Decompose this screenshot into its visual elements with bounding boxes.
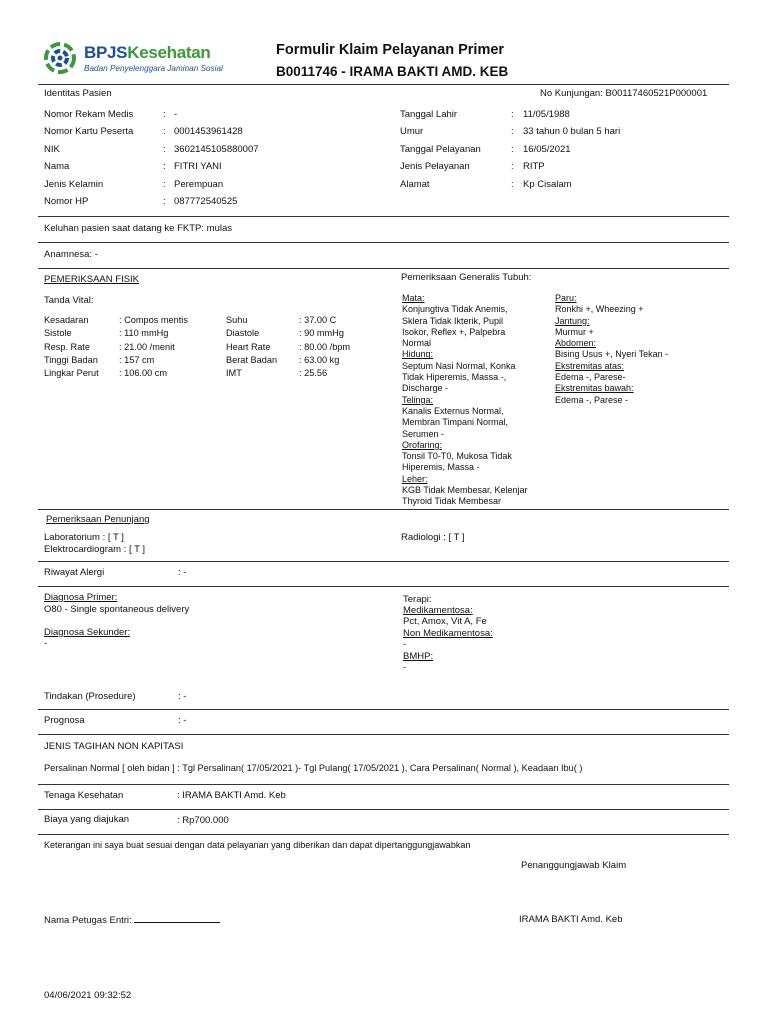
allergy-value: : - (178, 567, 187, 578)
divider (38, 216, 729, 217)
field-label: Nomor HP (44, 196, 89, 207)
logo-brand-b: Kesehatan (127, 43, 211, 62)
bmhp-value: - (403, 662, 407, 673)
divider (38, 734, 729, 735)
logo-subtitle: Badan Penyelenggara Jaminan Sosial (84, 64, 223, 73)
field-label: Nama (44, 161, 70, 173)
prognosis-label: Prognosa (44, 715, 85, 726)
divider (38, 809, 729, 810)
responsible-label: Penanggungjawab Klaim (521, 860, 627, 871)
secondary-diagnosis-value: - (44, 638, 48, 649)
field-value: FITRI YANI (174, 161, 222, 173)
medication-label: Medikamentosa: (403, 605, 473, 616)
exam-finding: Normal (402, 338, 432, 349)
general-exam-column-2 (555, 293, 668, 406)
exam-finding: Hiperemis, Massa - (402, 462, 480, 473)
field-value: RITP (523, 161, 545, 173)
exam-finding: Edema -, Parese - (555, 394, 629, 405)
vital-label: Resp. Rate (44, 341, 90, 352)
exam-finding: Konjungtiva Tidak Anemis, (402, 304, 508, 315)
exam-finding: Tidak Hiperemis, Massa -, (402, 372, 507, 383)
general-exam-label: Pemeriksaan Generalis Tubuh: (401, 272, 532, 283)
vital-value: : 110 mmHg (119, 328, 169, 339)
bpjs-logo-icon (44, 42, 76, 74)
entry-officer (44, 914, 220, 926)
visit-number: No Kunjungan: B00117460521P000001 (540, 88, 708, 99)
field-label: NIK (44, 143, 60, 155)
exam-finding: Serumen - (402, 428, 445, 439)
exam-finding: Tonsil T0-T0, Mukosa Tidak (402, 451, 512, 462)
vital-value: : 37.00 C (299, 315, 337, 325)
vital-value: : 80.00 /bpm (299, 341, 351, 352)
vital-label: Suhu (226, 315, 248, 325)
field-value: - (174, 109, 178, 120)
divider (38, 561, 729, 562)
cost-value: : Rp700.000 (177, 815, 229, 826)
general-exam-column-1 (402, 293, 528, 508)
secondary-diagnosis-label: Diagnosa Sekunder: (44, 627, 131, 638)
exam-finding: Kanalis Externus Normal, (402, 405, 504, 416)
field-separator: : (163, 109, 166, 120)
exam-category-label: Paru: (555, 293, 577, 303)
allergy-label: Riwayat Alergi (44, 567, 105, 578)
exam-finding: KGB Tidak Membesar, Kelenjar (402, 485, 528, 496)
divider (38, 834, 729, 835)
vital-value: : 63.00 kg (299, 354, 340, 365)
exam-finding: Sklera Tidak Ikterik, Pupil (402, 315, 504, 326)
support-heading: Pemeriksaan Penunjang (46, 514, 150, 525)
divider (38, 268, 729, 269)
field-label: Umur (400, 126, 424, 138)
field-separator: : (511, 126, 514, 138)
statement-text: Keterangan ini saya buat sesuai dengan data pelayanan yang diberikan dan dapat dipertanggungjawabkan (44, 840, 471, 850)
exam-finding: Murmur + (555, 326, 594, 337)
printed-timestamp: 04/06/2021 09:32:52 (44, 990, 132, 1001)
vital-label: Lingkar Perut (44, 368, 99, 379)
exam-category-label: Telinga: (402, 394, 434, 405)
laboratory-result: Laboratorium : [ T ] (44, 532, 124, 543)
divider (38, 84, 729, 85)
exam-category-label: Jantung: (555, 315, 590, 326)
exam-finding: Thyroid Tidak Membesar (402, 496, 502, 507)
complaint-text: Keluhan pasien saat datang ke FKTP: mulas (44, 223, 233, 234)
vital-label: Tinggi Badan (44, 354, 98, 365)
exam-finding: Bising Usus +, Nyeri Tekan - (555, 349, 669, 360)
logo-brand-a: BPJS (84, 43, 128, 62)
medication-value: Pct, Amox, Vit A, Fe (403, 616, 487, 627)
ekg-result: Elektrocardiogram : [ T ] (44, 544, 146, 555)
vital-label: Diastole (226, 328, 260, 339)
exam-finding: Septum Nasi Normal, Konka (402, 360, 516, 371)
exam-finding: Ronkhi +, Wheezing + (555, 304, 644, 315)
non-medication-label: Non Medikamentosa: (403, 628, 493, 639)
divider (38, 242, 729, 243)
exam-category-label: Leher: (402, 473, 428, 484)
therapy-label: Terapi: (403, 594, 432, 605)
field-label: Jenis Kelamin (44, 178, 104, 190)
field-label: Alamat (400, 178, 430, 190)
radiology-result: Radiologi : [ T ] (401, 532, 465, 543)
exam-category-label: Ekstremitas atas: (555, 360, 625, 371)
procedure-value: : - (178, 691, 187, 702)
bpjs-logo (38, 40, 228, 80)
field-value: Kp Cisalam (523, 178, 572, 190)
divider (38, 586, 729, 587)
exam-category-label: Mata: (402, 293, 425, 303)
field-value: Perempuan (174, 178, 224, 190)
vital-label: Sistole (44, 328, 72, 339)
health-worker-label: Tenaga Kesehatan (44, 790, 124, 801)
health-worker-value: : IRAMA BAKTI Amd. Keb (177, 790, 286, 801)
bmhp-label: BMHP: (403, 651, 434, 662)
prognosis-value: : - (178, 715, 187, 726)
field-label: Nomor Rekam Medis (44, 109, 134, 120)
responsible-name: IRAMA BAKTI Amd. Keb (519, 914, 623, 925)
divider (38, 784, 729, 785)
field-value: 0001453961428 (174, 126, 243, 138)
field-separator: : (163, 178, 166, 190)
vital-label: Berat Badan (226, 354, 278, 365)
non-medication-value: - (403, 639, 407, 650)
field-value: 11/05/1988 (523, 109, 570, 120)
page-subtitle: B0011746 - IRAMA BAKTI AMD. KEB (276, 64, 509, 79)
exam-category-label: Orofaring: (402, 439, 443, 450)
primary-diagnosis-value: O80 - Single spontaneous delivery (44, 604, 190, 615)
entry-officer-signature-line (134, 914, 220, 923)
field-separator: : (163, 126, 166, 138)
procedure-label: Tindakan (Prosedure) (44, 691, 136, 702)
field-value: 16/05/2021 (523, 143, 571, 155)
identity-section-label: Identitas Pasien (44, 88, 112, 99)
field-value: 33 tahun 0 bulan 5 hari (523, 126, 621, 138)
page-title: Formulir Klaim Pelayanan Primer (276, 42, 505, 58)
primary-diagnosis-label: Diagnosa Primer: (44, 592, 118, 603)
exam-category-label: Hidung: (402, 349, 434, 360)
field-label: Tanggal Lahir (400, 109, 458, 120)
field-separator: : (163, 161, 166, 173)
vital-signs-label: Tanda Vital: (44, 295, 94, 306)
field-separator: : (511, 161, 514, 173)
exam-finding: Edema -, Parese- (555, 372, 626, 383)
billing-detail: Persalinan Normal [ oleh bidan ] : Tgl Persalinan( 17/05/2021 )- Tgl Pulang( 17/05/2021 ), Cara Persalinan( Normal ), Keadaan Ibu( ) (44, 763, 583, 773)
vital-label: IMT (226, 368, 242, 379)
exam-finding: Discharge - (402, 383, 449, 394)
vital-value: : 90 mmHg (299, 328, 344, 339)
field-label: Nomor Kartu Peserta (44, 126, 134, 138)
exam-category-label: Ekstremitas bawah: (555, 383, 634, 394)
exam-category-label: Abdomen: (555, 338, 597, 349)
field-value: 3602145105880007 (174, 143, 259, 155)
vital-label: Heart Rate (226, 341, 271, 352)
vital-value: : 25.56 (299, 368, 328, 379)
vital-label: Kesadaran (44, 315, 89, 325)
field-separator: : (163, 143, 166, 155)
exam-heading: PEMERIKSAAN FISIK (44, 274, 140, 285)
vital-value: : 157 cm (119, 354, 155, 365)
field-separator: : (511, 178, 514, 190)
field-separator: : (511, 109, 514, 120)
exam-finding: Membran Timpani Normal, (402, 417, 509, 428)
field-separator: : (163, 196, 166, 207)
cost-label: Biaya yang diajukan (44, 814, 130, 825)
divider (38, 509, 729, 510)
field-label: Jenis Pelayanan (400, 161, 470, 173)
billing-heading: JENIS TAGIHAN NON KAPITASI (44, 741, 184, 752)
anamnesa-text: Anamnesa: - (44, 249, 98, 260)
entry-officer-label: Nama Petugas Entri: (44, 915, 132, 926)
vital-value: : 21.00 /menit (119, 341, 175, 352)
field-separator: : (511, 143, 514, 155)
field-value: 087772540525 (174, 196, 238, 207)
divider (38, 709, 729, 710)
vital-value: : Compos mentis (119, 315, 188, 325)
field-label: Tanggal Pelayanan (400, 143, 481, 155)
exam-finding: Isokor, Reflex +, Palpebra (402, 326, 506, 337)
vital-value: : 106.00 cm (119, 368, 168, 379)
